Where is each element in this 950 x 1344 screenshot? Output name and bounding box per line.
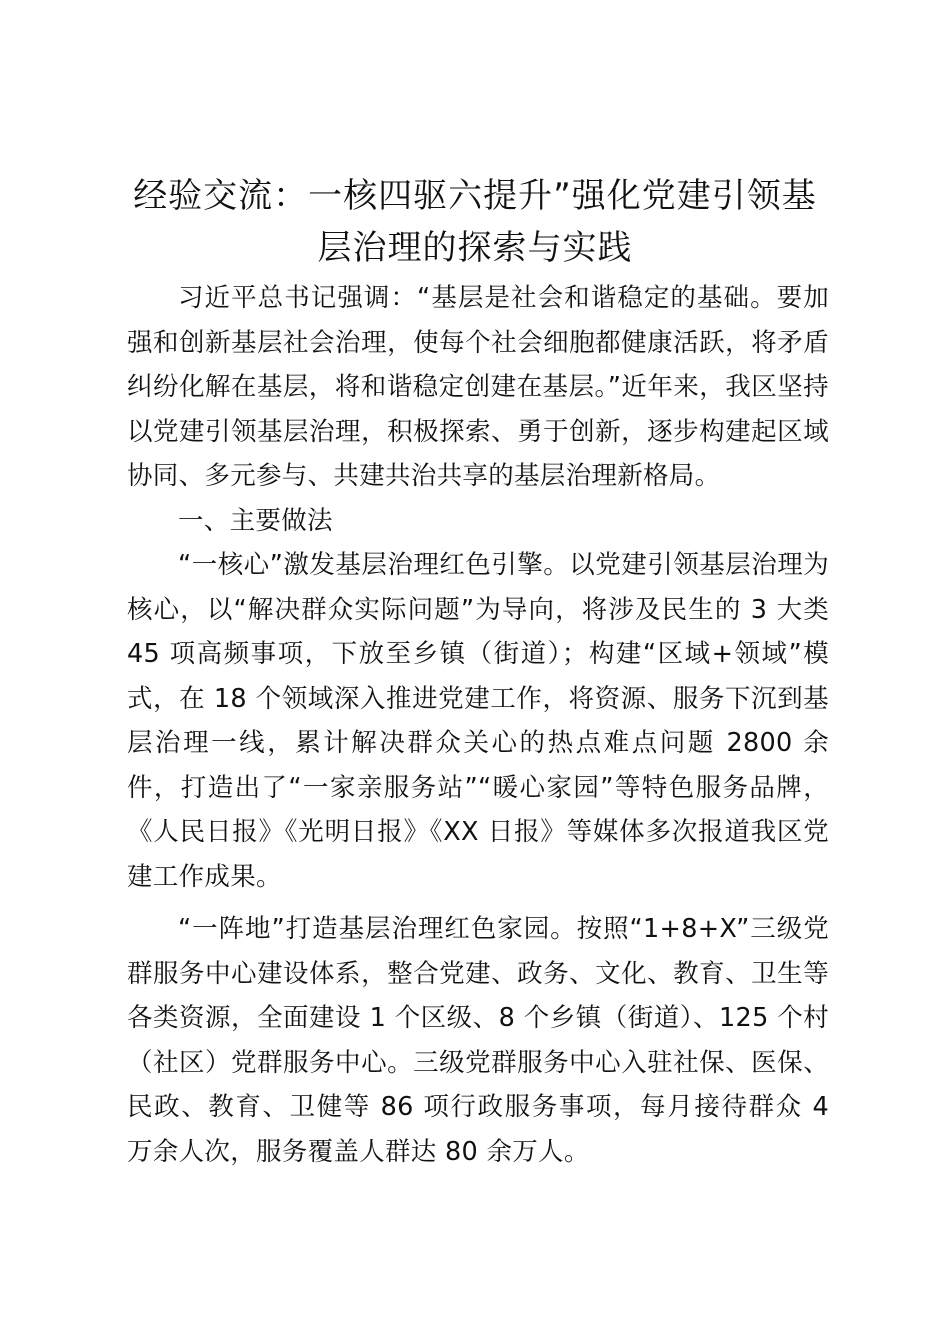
paragraph-core: “一核心”激发基层治理红色引擎。以党建引领基层治理为核心，以“解决群众实际问题”为导向，将涉及民生的 3 大类 45 项高频事项，下放至乡镇（街道）；构建“区域+领域”模式，在 18 个领域深入推进党建工作，将资源、服务下沉到基层治理一线，累计解决群众关心的热点难点问题 2800 余件，打造出了“一家亲服务站”“暖心家园”等特色服务品牌，《人民日报》《光明日报》《XX 日报》等媒体多次报道我区党建工作成果。 bbox=[127, 550, 829, 892]
document-title: 经验交流：一核四驱六提升”强化党建引领基层治理的探索与实践 bbox=[133, 176, 817, 268]
intro-paragraph: 习近平总书记强调：“基层是社会和谐稳定的基础。要加强和创新基层社会治理，使每个社会细胞都健康活跃，将矛盾纠纷化解在基层，将和谐稳定创建在基层。”近年来，我区坚持以党建引领基层治理，积极探索、勇于创新，逐步构建起区域协同、多元参与、共建共治共享的基层治理新格局。 bbox=[127, 283, 829, 491]
section-heading: 一、主要做法 bbox=[178, 505, 333, 536]
paragraph-position: “一阵地”打造基层治理红色家园。按照“1+8+X”三级党群服务中心建设体系，整合党建、政务、文化、教育、卫生等各类资源，全面建设 1 个区级、8 个乡镇（街道）、125 个村（社区）党群服务中心。三级党群服务中心入驻社保、医保、民政、教育、卫健等 86 项行政服务事项，每月接待群众 4 万余人次，服务覆盖人群达 80 余万人。 bbox=[127, 914, 829, 1167]
document-body bbox=[127, 276, 829, 1174]
